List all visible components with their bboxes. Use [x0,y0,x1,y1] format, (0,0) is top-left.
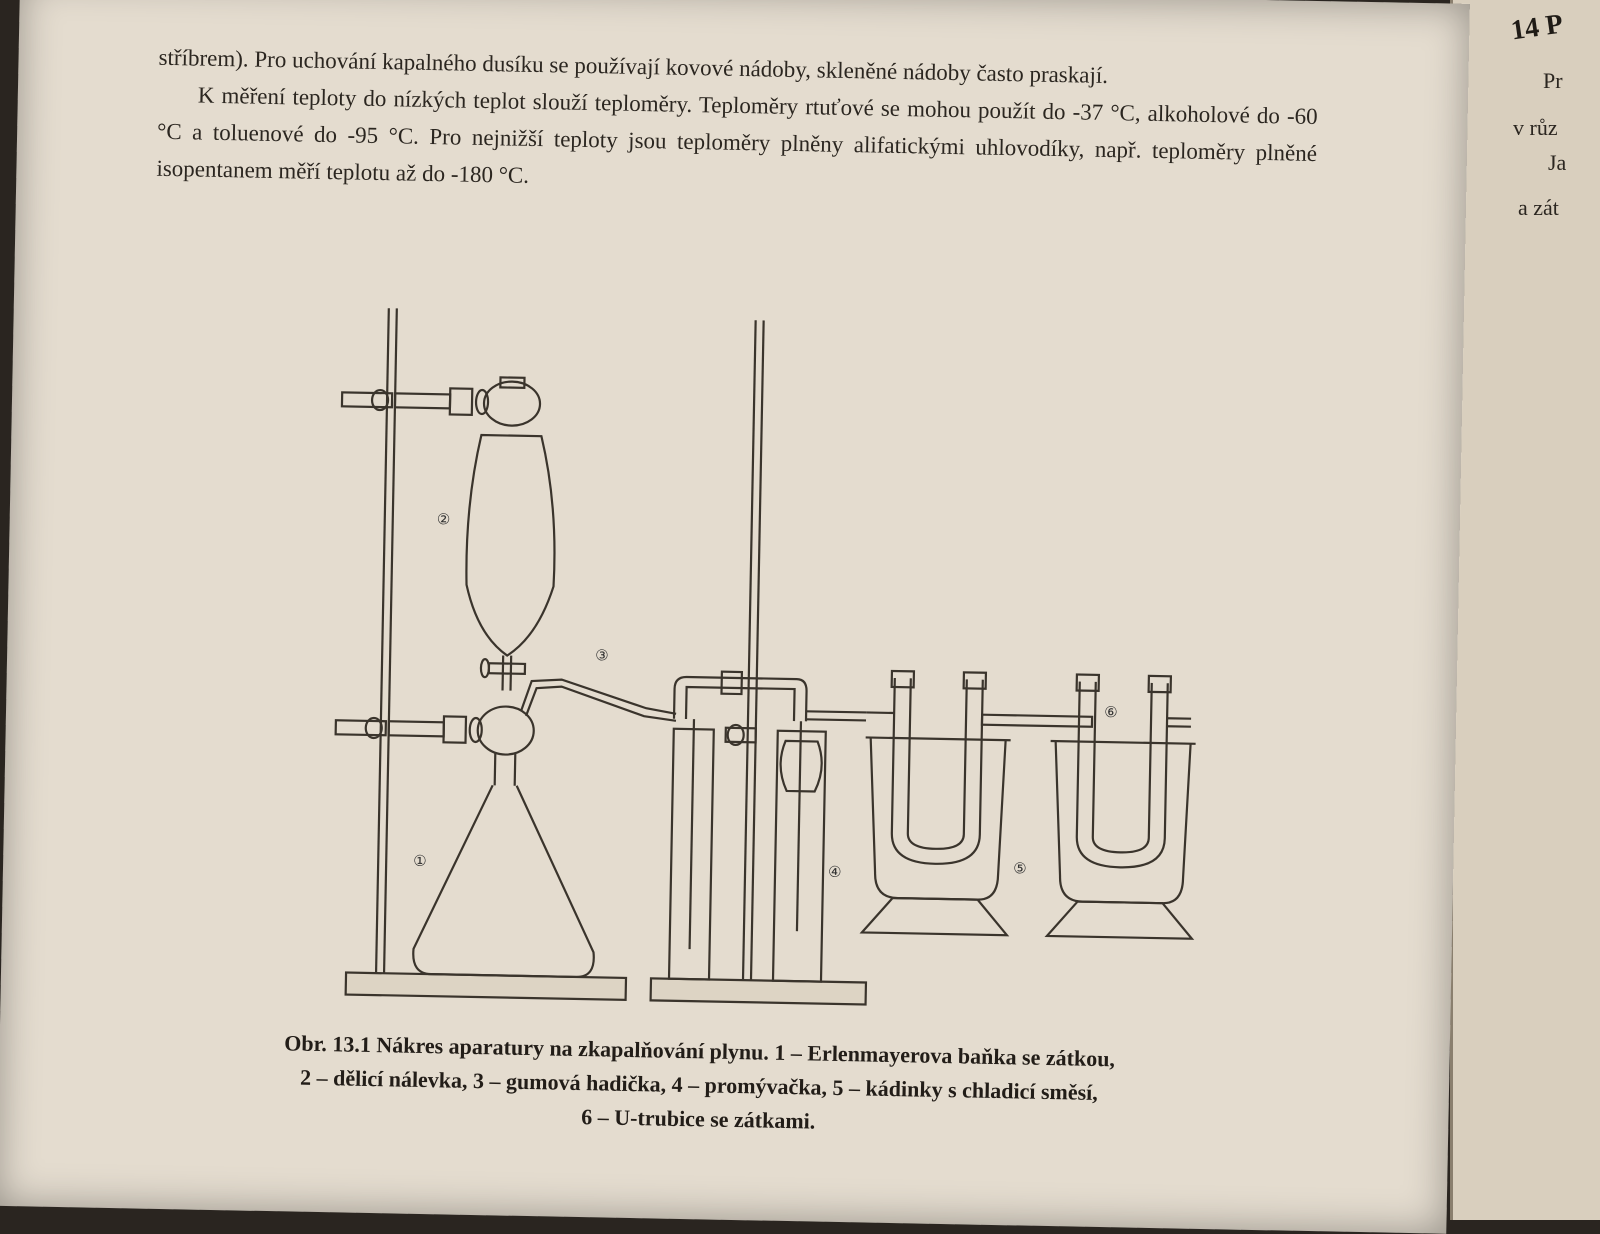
adjacent-page-text: Pr [1543,68,1563,94]
adjacent-page-text: Ja [1548,150,1566,176]
connector-tube [982,715,1092,727]
label-6: ⑥ [1104,705,1118,721]
lower-clamp [336,714,482,743]
separatory-funnel [464,377,558,692]
label-5: ⑤ [1013,861,1027,877]
caption-line: Obr. 13.1 Nákres aparatury na zkapalňování plynu. 1 – Erlenmayerova baňka se zátkou, [99,1023,1299,1080]
caption-line: 6 – U-trubice se zátkami. [98,1091,1298,1148]
upper-clamp [342,386,488,415]
caption-line: 2 – dělicí nálevka, 3 – gumová hadička, 4 – promývačka, 5 – kádinky s chladicí směsí, [99,1057,1299,1114]
apparatus-figure [0,276,1464,1044]
adjacent-page-text: a zát [1518,195,1559,221]
adjacent-page [1450,0,1600,1220]
rubber-hose [521,679,677,721]
body-text [156,39,1319,209]
gas-wash-bottle [669,671,867,983]
label-1: ① [413,854,427,870]
label-3: ③ [595,648,609,664]
paragraph: stříbrem). Pro uchování kapalného dusíku se používají kovové nádoby, skleněné nádoby často praskají. [158,39,1318,98]
label-2: ② [437,512,451,528]
adjacent-page-text: v růz [1513,115,1558,141]
figure-caption [98,1023,1300,1148]
erlenmeyer-flask [413,705,599,977]
label-4: ④ [828,865,842,881]
right-stand [651,318,879,1004]
paragraph: K měření teploty do nízkých teplot slouží teploměry. Teploměry rtuťové se mohou použít do -37 °C, alkoholové do -60 °C a toluenové do -95 °C. Pro nejnižší teploty jsou teploměry plněny alifatickými uhlovodíky, např. teploměry plněné isopentanem měří teplotu až do -180 °C. [156,76,1318,209]
beaker-with-u-tube [862,670,1012,935]
adjacent-page-header: 14 P [1509,9,1565,48]
beaker-with-u-tube [1047,674,1197,939]
